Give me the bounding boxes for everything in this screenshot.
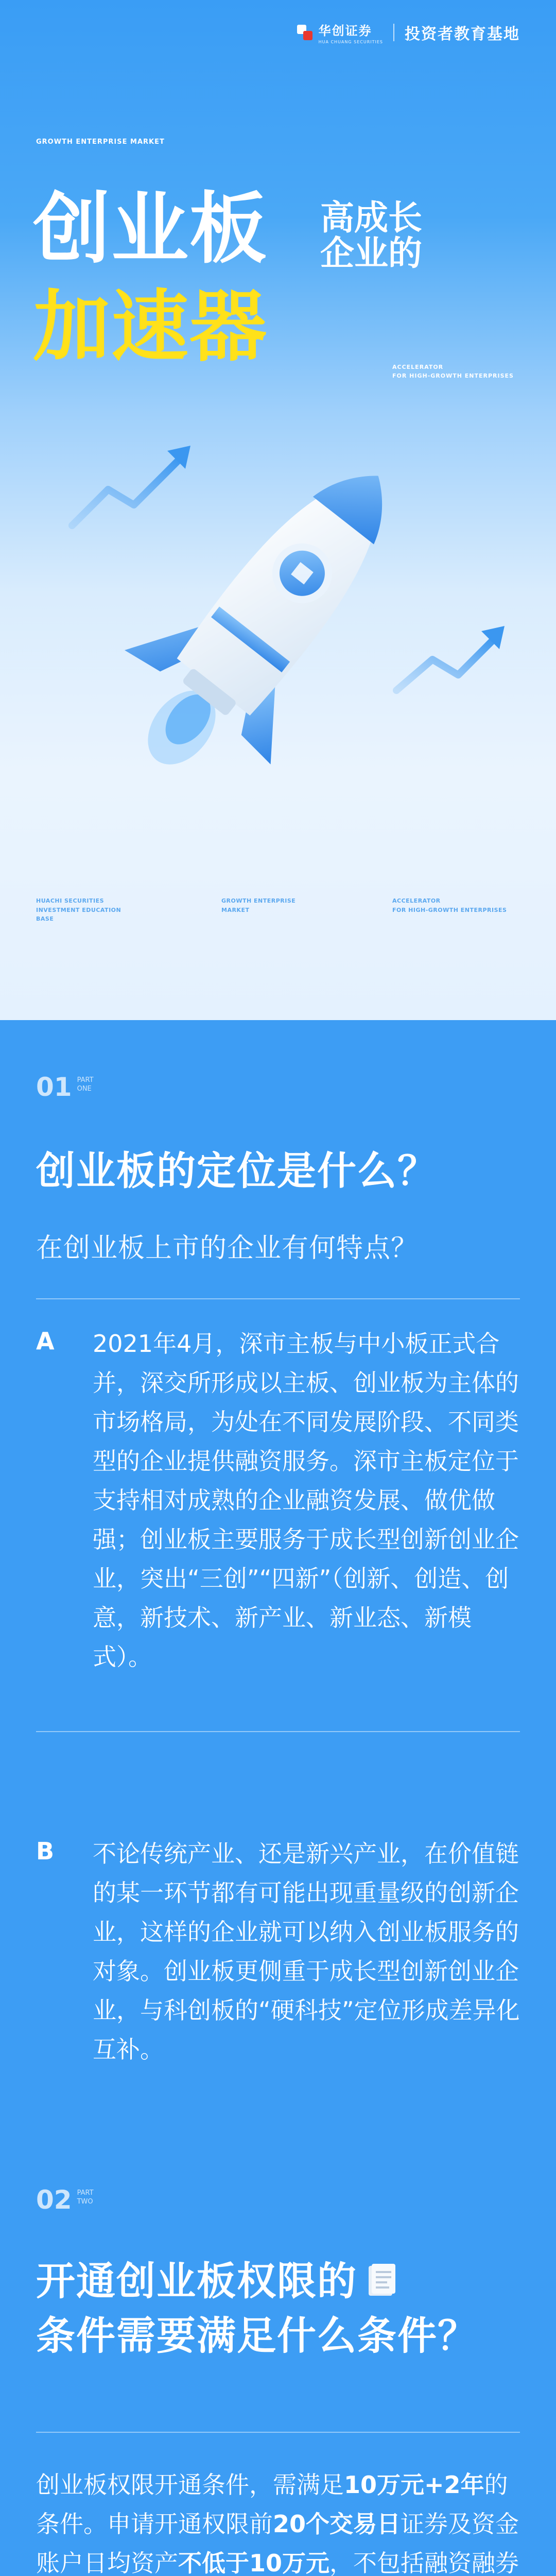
section1-subtitle: 在创业板上市的企业有何特点？ bbox=[36, 1233, 419, 1264]
header-bar bbox=[297, 21, 520, 44]
brand-name-en: HUA CHUANG SECURITIES bbox=[318, 40, 383, 44]
hero-banner bbox=[0, 0, 556, 1020]
brand-name-cn: 华创证券 bbox=[318, 24, 372, 38]
para-seg-5: 证券及资金账户日均资产 bbox=[36, 2510, 519, 2576]
hero-footer-middle bbox=[221, 896, 296, 914]
item-b-text: 不论传统产业、还是新兴产业，在价值链的某一环节都有可能出现重量级的创新企业，这样的企业就可以纳入创业板服务的对象。创业板更侧重于成长型创新创业企业，与科创板的“硬科技”定位形成差异化互补。 bbox=[93, 1840, 520, 2063]
section2-part-label bbox=[77, 2189, 94, 2207]
section2-part-word: TWO bbox=[77, 2197, 93, 2206]
document-icon bbox=[366, 2263, 398, 2299]
section2-paragraph bbox=[36, 2465, 520, 2576]
hero-footer-left-line3: BASE bbox=[36, 916, 54, 923]
education-base-title: 投资者教育基地 bbox=[405, 25, 520, 43]
hero-title-line1: 创业板 bbox=[33, 184, 268, 274]
hero-title-side bbox=[320, 200, 422, 272]
para-seg-1: 创业板权限开通条件，需满足 bbox=[36, 2471, 344, 2499]
hero-footer-right-line1: ACCELERATOR bbox=[392, 897, 441, 904]
hero-footer-left-line2: INVESTMENT EDUCATION bbox=[36, 906, 121, 913]
section1-title: 创业板的定位是什么？ bbox=[36, 1148, 438, 1194]
section1-divider-2 bbox=[36, 1731, 520, 1732]
accelerator-caption-line1: ACCELERATOR bbox=[392, 364, 444, 370]
item-a-text: 2021年4月，深市主板与中小板正式合并，深交所形成以主板、创业板为主体的市场格局，为处在不同发展阶段、不同类型的企业提供融资服务。深市主板定位于支持相对成熟的企业融资发展、做优做强；创业板主要服务于成长型创新创业企业，突出“三创”“四新”（创新、创造、创意，新技术、新产业、新业态、新模式）。 bbox=[93, 1330, 519, 1671]
hero-tag: GROWTH ENTERPRISE MARKET bbox=[36, 138, 165, 146]
para-highlight-days: 20个交易日 bbox=[273, 2510, 401, 2538]
section2-number bbox=[36, 2187, 94, 2213]
hero-title-line2: 加速器 bbox=[33, 282, 268, 372]
hero-footer-right-line2: FOR HIGH-GROWTH ENTERPRISES bbox=[392, 906, 507, 913]
header-divider bbox=[393, 24, 394, 41]
hero-accelerator-caption bbox=[392, 363, 514, 380]
section1-num: 01 bbox=[36, 1072, 72, 1102]
para-highlight-amount: 10万元+2年 bbox=[344, 2471, 484, 2499]
section2-title-line1-wrap bbox=[36, 2254, 478, 2309]
accelerator-caption-line2: FOR HIGH-GROWTH ENTERPRISES bbox=[392, 372, 514, 379]
hero-footer-mid-line2: MARKET bbox=[221, 906, 250, 913]
brand-logo-icon bbox=[297, 25, 312, 40]
section2-title bbox=[36, 2254, 478, 2364]
hero-footer-left-line1: HUACHI SECURITIES bbox=[36, 897, 105, 904]
para-seg-7: ，不包括融资融券 bbox=[329, 2549, 519, 2576]
section2-part: PART bbox=[77, 2189, 94, 2197]
section1-part-label bbox=[77, 1076, 94, 1094]
para-highlight-asset: 不低于10万元 bbox=[178, 2549, 330, 2576]
section1-part: PART bbox=[77, 1076, 94, 1084]
section1-divider bbox=[36, 1298, 520, 1299]
section1-number bbox=[36, 1074, 94, 1100]
item-b-letter: B bbox=[36, 1837, 55, 1865]
hero-title-side-line1: 高成长 bbox=[320, 198, 422, 238]
para-seg-3: 的条件。申请开通权限前 bbox=[36, 2471, 508, 2538]
content-area bbox=[0, 1020, 556, 2576]
hero-title-side-line2: 企业的 bbox=[320, 233, 422, 274]
hero-footer-mid-line1: GROWTH ENTERPRISE bbox=[221, 897, 296, 904]
hero-footer-right bbox=[392, 896, 507, 914]
brand-logo-text bbox=[319, 21, 383, 44]
section2-num: 02 bbox=[36, 2185, 72, 2215]
section2-title-line1: 开通创业板权限的 bbox=[36, 2258, 357, 2304]
section2-title-line2: 条件需要满足什么条件？ bbox=[36, 2313, 478, 2359]
item-a-letter: A bbox=[36, 1327, 55, 1355]
section2-divider bbox=[36, 2432, 520, 2433]
hero-footer-left bbox=[36, 896, 121, 924]
rocket-illustration-icon bbox=[62, 402, 525, 866]
section1-part-word: ONE bbox=[77, 1084, 92, 1093]
